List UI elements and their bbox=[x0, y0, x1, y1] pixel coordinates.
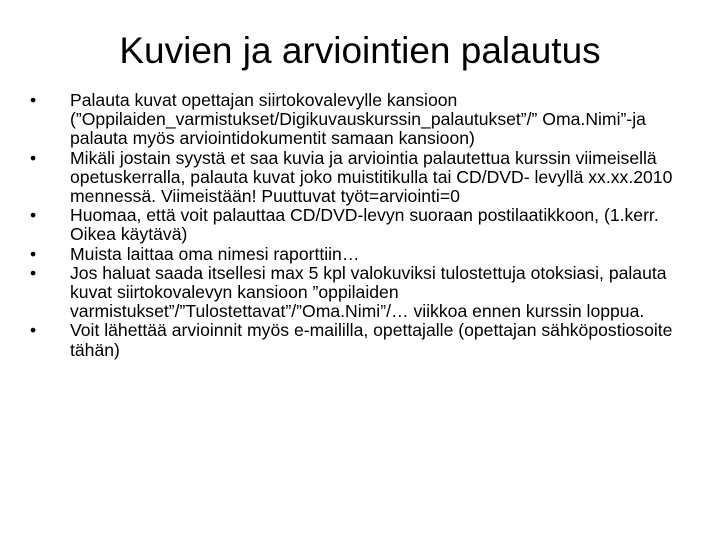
bullet-dot-icon: • bbox=[30, 90, 37, 110]
bullet-text: Mikäli jostain syystä et saa kuvia ja arviointia palautettua kurssin viimeisellä opetuskerralla, palauta kuvat joko muistitikulla tai CD/DVD- levyllä xx.xx.2010 mennessä. Viimeistään! Puuttuvat työt=arviointi=0 bbox=[70, 147, 673, 207]
bullet-item bbox=[30, 264, 680, 322]
bullet-dot-icon: • bbox=[30, 243, 37, 264]
bullet-item bbox=[30, 206, 680, 244]
bullet-text: Jos haluat saada itsellesi max 5 kpl valokuviksi tulostettuja otoksiasi, palauta kuvat siirtokovalevyn kansioon ”oppilaiden varmistukset”/”Tulostettavat”/”Oma.Nimi”/… viikkoa ennen kurssin loppua. bbox=[70, 262, 667, 322]
bullet-dot-icon: • bbox=[30, 262, 37, 283]
bullet-item bbox=[30, 149, 680, 207]
bullet-text: Muista laittaa oma nimesi raporttiin… bbox=[70, 243, 360, 264]
bullet-item bbox=[30, 245, 680, 264]
bullet-text: Voit lähettää arvioinnit myös e-maililla, opettajalle (opettajan sähköpostiosoite tähän) bbox=[70, 320, 673, 360]
bullet-item bbox=[30, 321, 680, 359]
slide-title: Kuvien ja arviointien palautus bbox=[119, 30, 601, 71]
bullet-dot-icon: • bbox=[30, 147, 37, 168]
bullet-list bbox=[30, 91, 680, 360]
bullet-dot-icon: • bbox=[30, 320, 37, 341]
bullet-item bbox=[30, 91, 680, 149]
bullet-dot-icon: • bbox=[30, 205, 37, 226]
bullet-text: Huomaa, että voit palauttaa CD/DVD-levyn suoraan postilaatikkoon, (1.kerr. Oikea käytävä) bbox=[70, 205, 659, 245]
bullet-text: Palauta kuvat opettajan siirtokovalevylle kansioon (”Oppilaiden_varmistukset/Digikuvauskurssin_palautukset”/” Oma.Nimi”-ja palauta myös arviointidokumentit samaan kansioon) bbox=[70, 90, 646, 149]
